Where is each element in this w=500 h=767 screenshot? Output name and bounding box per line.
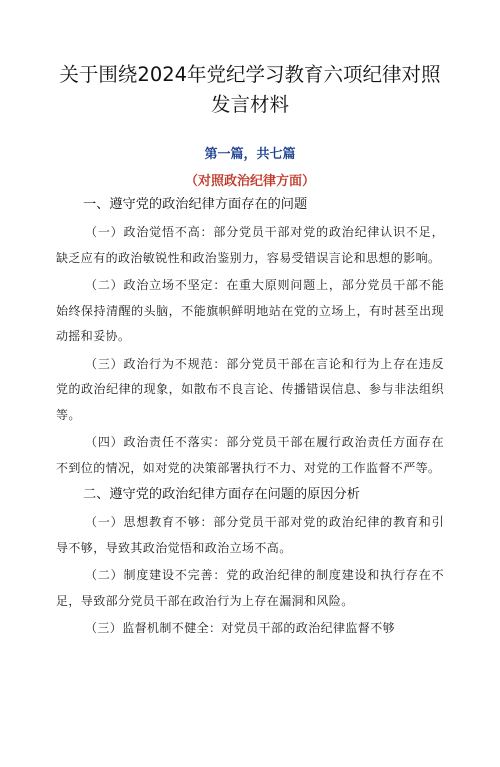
paragraph: （一）思想教育不够：部分党员干部对党的政治纪律的教育和引导不够，导致其政治觉悟和政治立场不高。 <box>56 515 444 555</box>
part-label: 第一篇，共七篇 <box>204 147 296 162</box>
paragraph: （二）制度建设不完善：党的政治纪律的制度建设和执行存在不足，导致部分党员干部在政治行为上存在漏洞和风险。 <box>56 568 444 608</box>
section-heading: 一、遵守党的政治纪律方面存在的问题 <box>83 197 308 212</box>
paragraph: （四）政治责任不落实：部分党员干部在履行政治责任方面存在不到位的情况，如对党的决策部署执行不力、对党的工作监督不严等。 <box>56 435 444 475</box>
document-title: 关于围绕2024年党纪学习教育六项纪律对照发言材料 <box>59 63 441 116</box>
section-1 <box>56 194 444 481</box>
section-2 <box>56 484 444 642</box>
paragraph: （一）政治觉悟不高：部分党员干部对党的政治纪律认识不足，缺乏应有的政治敏锐性和政治鉴别力，容易受错误言论和思想的影响。 <box>56 225 444 265</box>
section-subtitle: （对照政治纪律方面） <box>184 174 315 189</box>
document-page <box>0 60 500 767</box>
paragraph: （二）政治立场不坚定：在重大原则问题上，部分党员干部不能始终保持清醒的头脑，不能旗帜鲜明地站在党的立场上，有时甚至出现动摇和妥协。 <box>56 278 444 343</box>
paragraph: （三）监督机制不健全：对党员干部的政治纪律监督不够 <box>85 621 396 635</box>
section-heading: 二、遵守党的政治纪律方面存在问题的原因分析 <box>83 487 360 502</box>
paragraph: （三）政治行为不规范：部分党员干部在言论和行为上存在违反党的政治纪律的现象，如散布不良言论、传播错误信息、参与非法组织等。 <box>56 356 444 422</box>
